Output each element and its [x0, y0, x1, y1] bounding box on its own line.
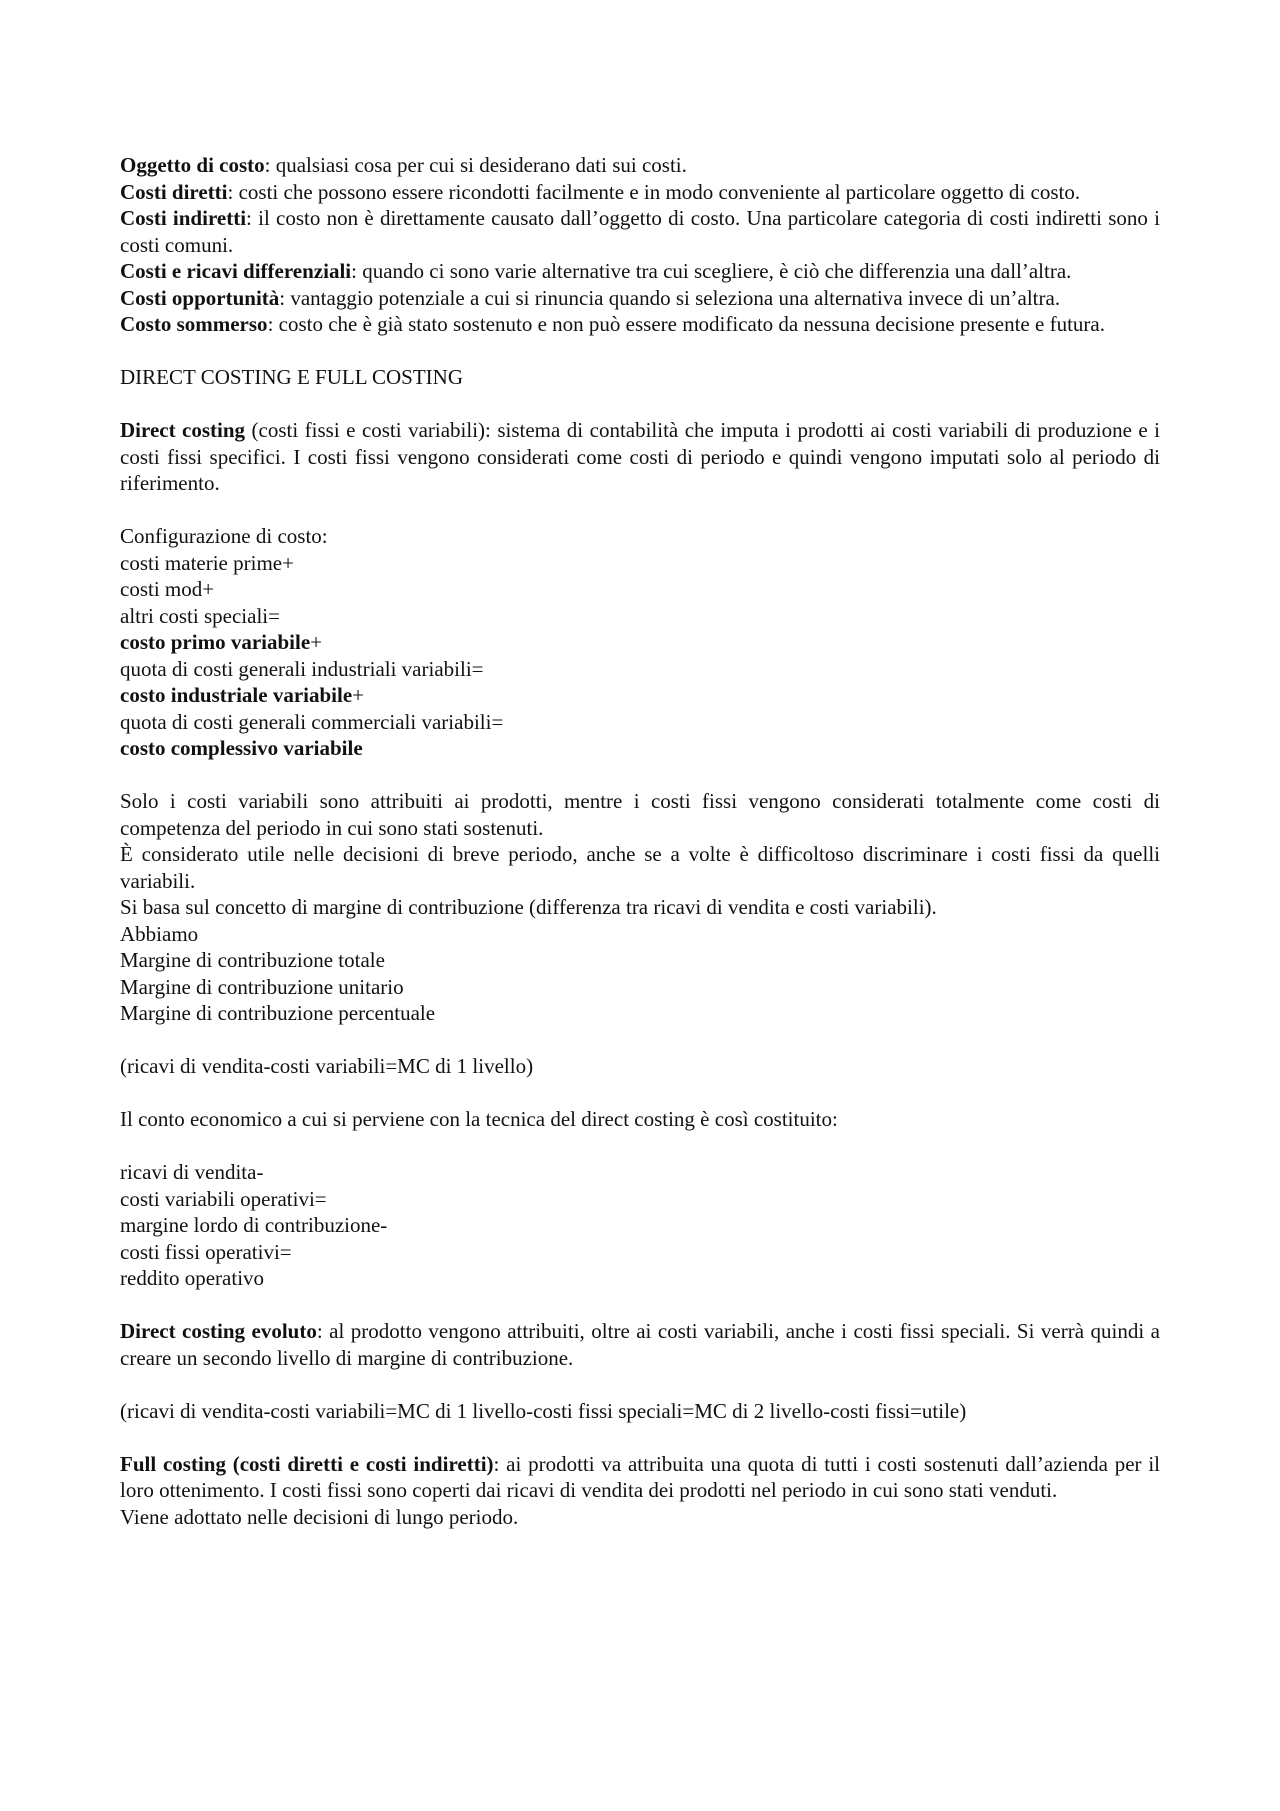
margine-item: Margine di contribuzione percentuale: [120, 1001, 436, 1025]
definition-term: Costo sommerso: [120, 312, 268, 336]
definition-text: : quando ci sono varie alternative tra cui scegliere, è ciò che differenzia una dall’altra.: [351, 259, 1072, 283]
direct-costing-evoluto-paragraph: [120, 1318, 1160, 1371]
configurazione-subtotal: costo primo variabile: [120, 630, 311, 654]
configurazione-operator: +: [352, 683, 365, 707]
full-costing-text: : ai prodotti va attribuita una quota di tutti i costi sostenuti dall’azienda per il loro ottenimento. I costi fissi sono coperti dai ricavi di vendita dei prodotti nel periodo in cui sono stati venduti.: [120, 1451, 1160, 1502]
direct-costing-evoluto-text: : al prodotto vengono attribuiti, oltre ai costi variabili, anche i costi fissi speciali. Si verrà quindi a creare un secondo livello di margine di contribuzione.: [120, 1319, 1160, 1370]
full-costing-last-line: Viene adottato nelle decisioni di lungo periodo.: [120, 1504, 519, 1529]
definition-term: Costi diretti: [120, 179, 228, 204]
spacer: [120, 1027, 1160, 1054]
configurazione-line: quota di costi generali industriali variabili=: [120, 656, 484, 681]
solo-paragraph: Solo i costi variabili sono attribuiti ai prodotti, mentre i costi fissi vengono considerati totalmente come costi di competenza del periodo in cui sono stati sostenuti.: [120, 789, 1160, 840]
definition-text: : costi che possono essere ricondotti facilmente e in modo conveniente al particolare oggetto di costo.: [227, 179, 1081, 204]
configurazione-line: altri costi speciali=: [120, 603, 280, 628]
spacer: [120, 391, 1160, 418]
spacer: [120, 1371, 1160, 1398]
spacer: [120, 1424, 1160, 1451]
definition-costo-sommerso: [120, 311, 1160, 338]
definition-term: Costi indiretti: [120, 206, 247, 230]
conto-line: costi fissi operativi=: [120, 1239, 292, 1264]
definition-text: : il costo non è direttamente causato dall’oggetto di costo. Una particolare categoria di costi indiretti sono i costi comuni.: [120, 206, 1160, 257]
conto-economico-block: [120, 1159, 1160, 1292]
conto-line: reddito operativo: [120, 1266, 265, 1290]
configurazione-line: quota di costi generali commerciali variabili=: [120, 709, 504, 734]
configurazione-subtotal: costo industriale variabile: [120, 683, 353, 707]
definition-term: Costi e ricavi differenziali: [120, 259, 352, 283]
definition-term: Costi opportunità: [120, 285, 280, 310]
full-costing-term: Full costing (costi diretti e costi indiretti): [120, 1451, 494, 1476]
definition-text: : qualsiasi cosa per cui si desiderano dati sui costi.: [264, 153, 687, 177]
conto-line: margine lordo di contribuzione-: [120, 1213, 388, 1237]
definition-term: Oggetto di costo: [120, 153, 265, 177]
conto-intro: Il conto economico a cui si perviene con la tecnica del direct costing è così costituito:: [120, 1107, 838, 1131]
direct-costing-text: (costi fissi e costi variabili): sistema di contabilità che imputa i prodotti ai costi variabili di produzione e i costi fissi specifici. I costi fissi vengono considerati come costi di periodo e quindi vengono imputati solo al periodo di riferimento.: [120, 418, 1161, 495]
formula-mc-2: (ricavi di vendita-costi variabili=MC di 1 livello-costi fissi speciali=MC di 2 livello-costi fissi=utile): [120, 1398, 967, 1423]
configurazione-line: [120, 735, 1160, 762]
configurazione-block: [120, 523, 1160, 762]
full-costing-paragraph: [120, 1451, 1160, 1504]
spacer: [120, 1080, 1160, 1107]
definition-costi-indiretti: [120, 205, 1160, 258]
definition-costi-opportunita: [120, 285, 1160, 312]
margine-concept-paragraph: Si basa sul concetto di margine di contribuzione (differenza tra ricavi di vendita e costi variabili).: [120, 895, 937, 919]
configurazione-line: costi mod+: [120, 577, 215, 601]
definition-text: : vantaggio potenziale a cui si rinuncia quando si seleziona una alternativa invece di un’altra.: [279, 285, 1061, 310]
margine-item: Margine di contribuzione totale: [120, 948, 385, 972]
conto-line: ricavi di vendita-: [120, 1160, 264, 1184]
spacer: [120, 497, 1160, 524]
configurazione-line: [120, 629, 1160, 656]
definition-oggetto-di-costo: [120, 152, 1160, 179]
direct-costing-term: Direct costing: [120, 418, 246, 442]
configurazione-line: costi materie prime+: [120, 550, 294, 575]
direct-costing-paragraph: [120, 417, 1160, 497]
breve-periodo-paragraph: È considerato utile nelle decisioni di breve periodo, anche se a volte è difficoltoso discriminare i costi fissi da quelli variabili.: [120, 842, 1160, 893]
definition-costi-ricavi-differenziali: [120, 258, 1160, 285]
formula-mc-1: (ricavi di vendita-costi variabili=MC di 1 livello): [120, 1054, 534, 1078]
definition-costi-diretti: [120, 179, 1160, 206]
direct-costing-evoluto-term: Direct costing evoluto: [120, 1319, 317, 1343]
spacer: [120, 1292, 1160, 1319]
spacer: [120, 338, 1160, 365]
configurazione-title: Configurazione di costo:: [120, 524, 328, 548]
spacer: [120, 1133, 1160, 1160]
configurazione-total: costo complessivo variabile: [120, 736, 363, 760]
conto-line: costi variabili operativi=: [120, 1186, 327, 1211]
configurazione-operator: +: [310, 630, 322, 654]
abbiamo-line: Abbiamo: [120, 921, 199, 946]
configurazione-line: [120, 682, 1160, 709]
spacer: [120, 762, 1160, 789]
definition-text: : costo che è già stato sostenuto e non può essere modificato da nessuna decisione presente e futura.: [267, 312, 1105, 336]
section-heading: DIRECT COSTING E FULL COSTING: [120, 365, 464, 389]
margine-item: Margine di contribuzione unitario: [120, 974, 404, 999]
